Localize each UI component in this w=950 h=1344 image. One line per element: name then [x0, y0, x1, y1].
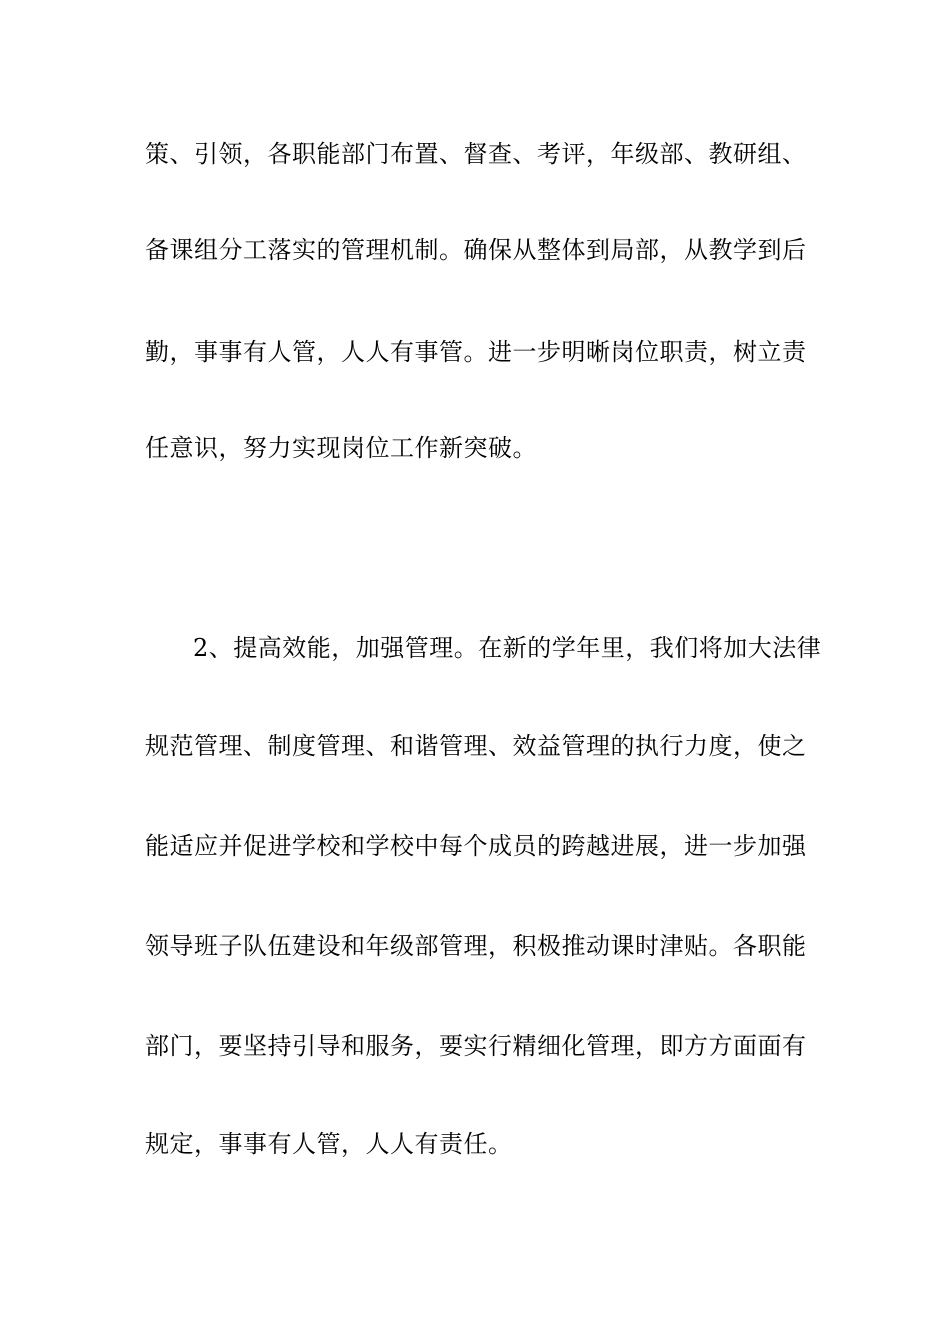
- paragraph-1-line-1: 策、引领，各职能部门布置、督查、考评，年级部、教研组、: [145, 140, 807, 168]
- paragraph-2-line-2: 规范管理、制度管理、和谐管理、效益管理的执行力度，使之: [145, 732, 807, 760]
- paragraph-2-line-5: 部门，要坚持引导和服务，要实行精细化管理，即方方面面有: [145, 1032, 807, 1060]
- paragraph-1-line-2: 备课组分工落实的管理机制。确保从整体到局部，从教学到后: [145, 236, 807, 264]
- paragraph-1-line-4: 任意识，努力实现岗位工作新突破。: [145, 434, 537, 462]
- paragraph-1-line-3: 勤，事事有人管，人人有事管。进一步明晰岗位职责，树立责: [145, 338, 807, 366]
- paragraph-2-line-6: 规定，事事有人管，人人有责任。: [145, 1130, 513, 1158]
- paragraph-2-line-3: 能适应并促进学校和学校中每个成员的跨越进展，进一步加强: [145, 832, 807, 860]
- paragraph-2-line-4: 领导班子队伍建设和年级部管理，积极推动课时津贴。各职能: [145, 932, 807, 960]
- paragraph-2-line-1: 2、提高效能，加强管理。在新的学年里，我们将加大法律: [193, 634, 822, 662]
